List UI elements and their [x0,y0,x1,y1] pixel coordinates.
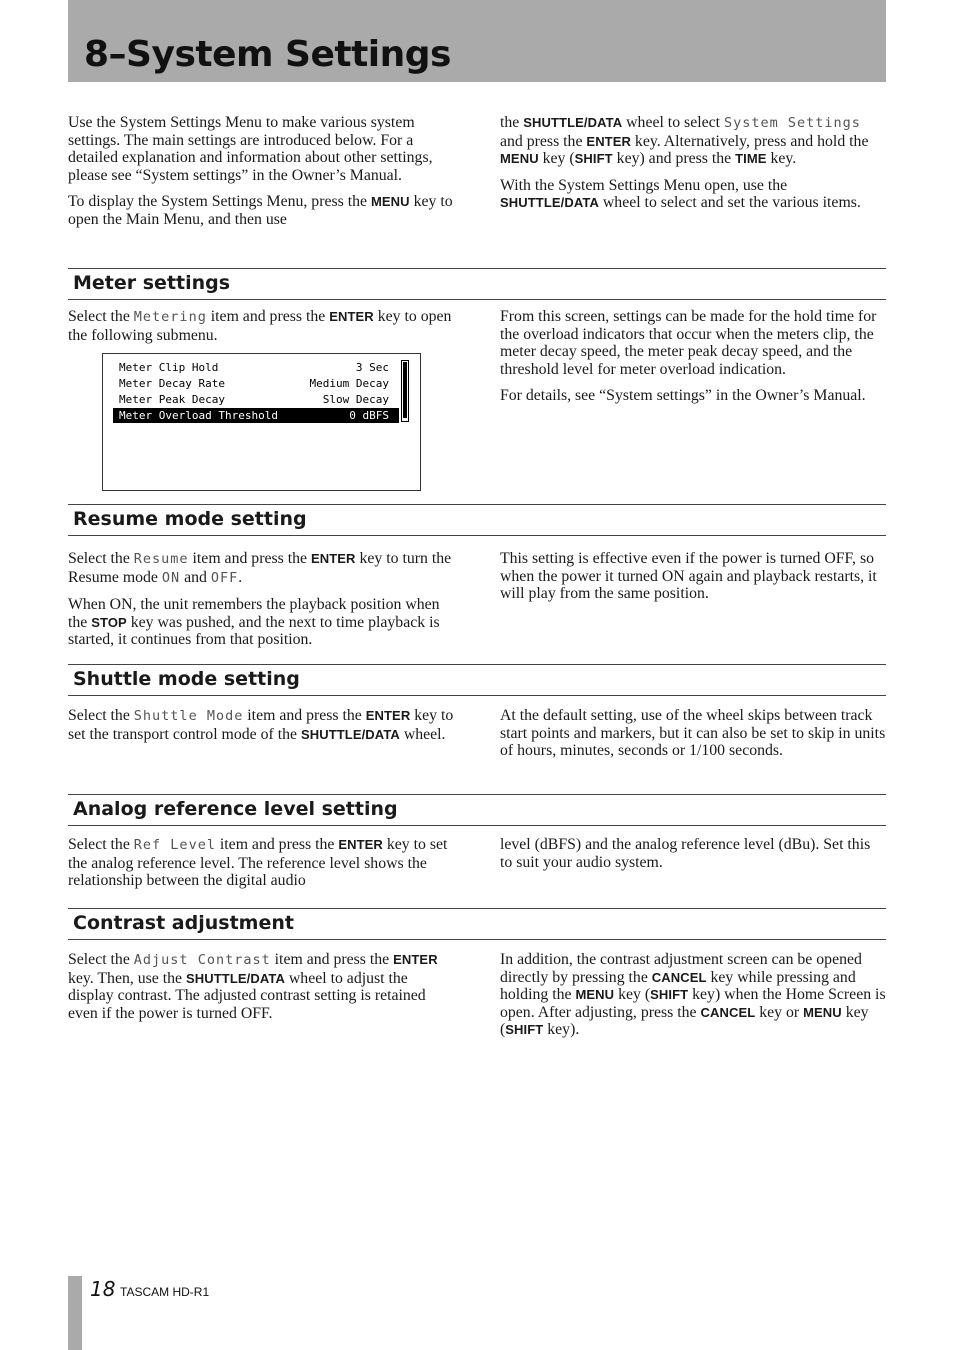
key-enter: ENTER [393,952,438,967]
meter-paragraph-3: For details, see “System settings” in the Owner’s Manual. [500,387,866,405]
menu-item-ref-level: Ref Level [133,837,216,853]
lcd-menu-row [113,376,399,391]
page-number: 18 [90,1277,116,1301]
analog-right-column [500,836,886,880]
key-enter: ENTER [329,309,374,324]
text: With the System Settings Menu open, use the [500,176,788,194]
text: item and press the [188,550,311,567]
text: item and press the [270,951,394,968]
heading-meter-settings: Meter settings [73,272,231,294]
heading-contrast-adjustment: Contrast adjustment [73,912,294,934]
menu-item-system-settings: System Settings [723,115,861,131]
meter-paragraph-1 [68,308,454,344]
text: In addition, the contrast adjustment screen can be opened directly by pressing the [500,951,862,986]
text: key ( [614,986,651,1004]
key-menu: MENU [370,194,410,210]
text: key) and press the [612,150,736,168]
lcd-row-label: Meter Peak Decay [119,393,225,406]
lcd-screen [102,353,421,491]
text: wheel. [399,725,446,743]
text: When ON, the unit remembers the playback position when the [68,596,440,631]
lcd-row-label: Meter Clip Hold [119,361,219,374]
lcd-menu-row [113,392,399,407]
text: key to open the following submenu. [68,308,452,344]
text: key while pressing and holding the [500,968,856,1004]
key-time: TIME [735,151,767,167]
text: key ( [500,1003,869,1039]
key-cancel: CANCEL [651,969,707,985]
resume-paragraph-1 [68,550,454,587]
text: and [180,568,211,586]
analog-paragraph-1 [68,836,454,890]
meter-paragraph-2: From this screen, settings can be made for the hold time for the overload indicators that occur when the meters clip, the meter decay speed, the meter peak decay speed, and the threshold level for meter overload indication. [500,308,877,378]
lcd-row-label: Meter Overload Threshold [119,409,278,422]
analog-paragraph-2: level (dBFS) and the analog reference level (dBu). Set this to suit your audio system. [500,836,871,871]
key-shift: SHIFT [505,1022,544,1038]
text: key ( [538,150,575,168]
text: . [238,568,243,586]
section-heading-shuttle [68,664,886,696]
text: key to open the Main Menu, and then use [68,193,453,228]
key-shuttle-data: SHUTTLE/DATA [523,115,623,130]
contrast-paragraph-1 [68,951,454,1022]
section-heading-analog [68,794,886,826]
key-enter: ENTER [365,708,411,723]
shuttle-right-column [500,707,886,769]
text: and press the [500,132,587,150]
title-bar [68,0,886,82]
key-shift: SHIFT [650,987,689,1003]
meter-right-column [500,308,886,414]
section-heading-resume [68,504,886,536]
key-shift: SHIFT [574,151,613,167]
meter-left-column [68,308,454,353]
text: the [500,114,524,131]
key-shuttle-data: SHUTTLE/DATA [500,195,599,211]
section-heading-meter [68,268,886,300]
lcd-scrollbar-thumb [403,362,407,418]
footer-bar [68,1276,82,1350]
section-heading-contrast [68,908,886,940]
key-shuttle-data: SHUTTLE/DATA [300,726,400,742]
contrast-paragraph-2 [500,951,886,1039]
resume-paragraph-2 [68,596,454,649]
lcd-row-value: Slow Decay [322,393,389,406]
lcd-row-value: 0 dBFS [349,409,389,422]
text: Select the [68,308,134,325]
text: item and press the [206,308,330,325]
text: key was pushed, and the next to time playback is started, it continues from that position. [68,613,440,649]
intro-left-column [68,114,454,238]
intro-paragraph-1: Use the System Settings Menu to make various system settings. The main settings are introduced below. For a detailed explanation and information about other settings, please see “System settings” in the Owner’s Manual. [68,114,433,184]
key-enter: ENTER [338,837,383,852]
text: Select the [68,550,134,567]
intro-right-column [500,114,886,221]
key-menu: MENU [803,1004,842,1020]
text: key to set the transport control mode of the [68,707,454,743]
text: item and press the [243,707,366,724]
resume-left-column [68,550,454,658]
lcd-menu-row [113,360,399,375]
key-cancel: CANCEL [700,1004,756,1020]
key-enter: ENTER [586,133,631,149]
resume-paragraph-3: This setting is effective even if the power is turned OFF, so when the power it turned ON again and playback restarts, it will play from the same position. [500,550,877,603]
text: wheel to select [622,114,724,131]
analog-left-column [68,836,454,899]
intro-paragraph-2 [68,193,454,228]
key-menu: MENU [500,151,539,167]
menu-item-metering: Metering [133,309,207,325]
lcd-scrollbar [401,360,409,422]
text: item and press the [215,836,339,853]
heading-analog-reference: Analog reference level setting [73,798,398,820]
text: key. Then, use the [68,969,187,987]
value-off: OFF [210,569,239,586]
text: key to turn the Resume mode [68,550,452,586]
menu-item-resume: Resume [133,551,189,567]
intro-paragraph-4 [500,177,886,212]
value-on: ON [161,569,181,586]
text: key. [766,150,797,168]
shuttle-paragraph-2: At the default setting, use of the wheel skips between track start points and markers, but it can also be set to skip in units of hours, minutes, seconds or 1/100 seconds. [500,707,886,760]
heading-resume-mode: Resume mode setting [73,508,307,530]
text: key). [543,1021,580,1039]
text: key or [755,1003,804,1021]
text: key. Alternatively, press and hold the [630,132,869,150]
model-name: TASCAM HD-R1 [120,1285,210,1299]
contrast-left-column [68,951,454,1031]
lcd-row-value: 3 Sec [355,361,389,374]
text: wheel to select and set the various items. [598,194,861,212]
resume-right-column [500,550,886,612]
text: key to set the analog reference level. The reference level shows the relationship between the digital audio [68,836,448,890]
key-enter: ENTER [310,551,356,566]
key-stop: STOP [91,614,127,630]
shuttle-paragraph-1 [68,707,454,743]
text: Select the [68,951,134,968]
menu-item-adjust-contrast: Adjust Contrast [133,952,271,968]
contrast-right-column [500,951,886,1048]
key-shuttle-data: SHUTTLE/DATA [186,970,285,986]
lcd-menu-row [113,408,399,423]
heading-shuttle-mode: Shuttle mode setting [73,668,300,690]
text: Select the [68,836,134,853]
lcd-row-label: Meter Decay Rate [119,377,225,390]
intro-paragraph-3 [500,114,886,168]
key-menu: MENU [575,987,615,1003]
text: To display the System Settings Menu, press the [68,193,371,211]
text: Select the [68,707,134,724]
lcd-row-value: Medium Decay [309,377,389,390]
text: key) when the Home Screen is open. After adjusting, press the [500,986,886,1021]
page-title: 8–System Settings [84,34,451,75]
menu-item-shuttle-mode: Shuttle Mode [133,708,244,724]
text: wheel to adjust the display contrast. The adjusted contrast setting is retained even if the power is turned OFF. [68,969,426,1022]
shuttle-left-column [68,707,454,752]
